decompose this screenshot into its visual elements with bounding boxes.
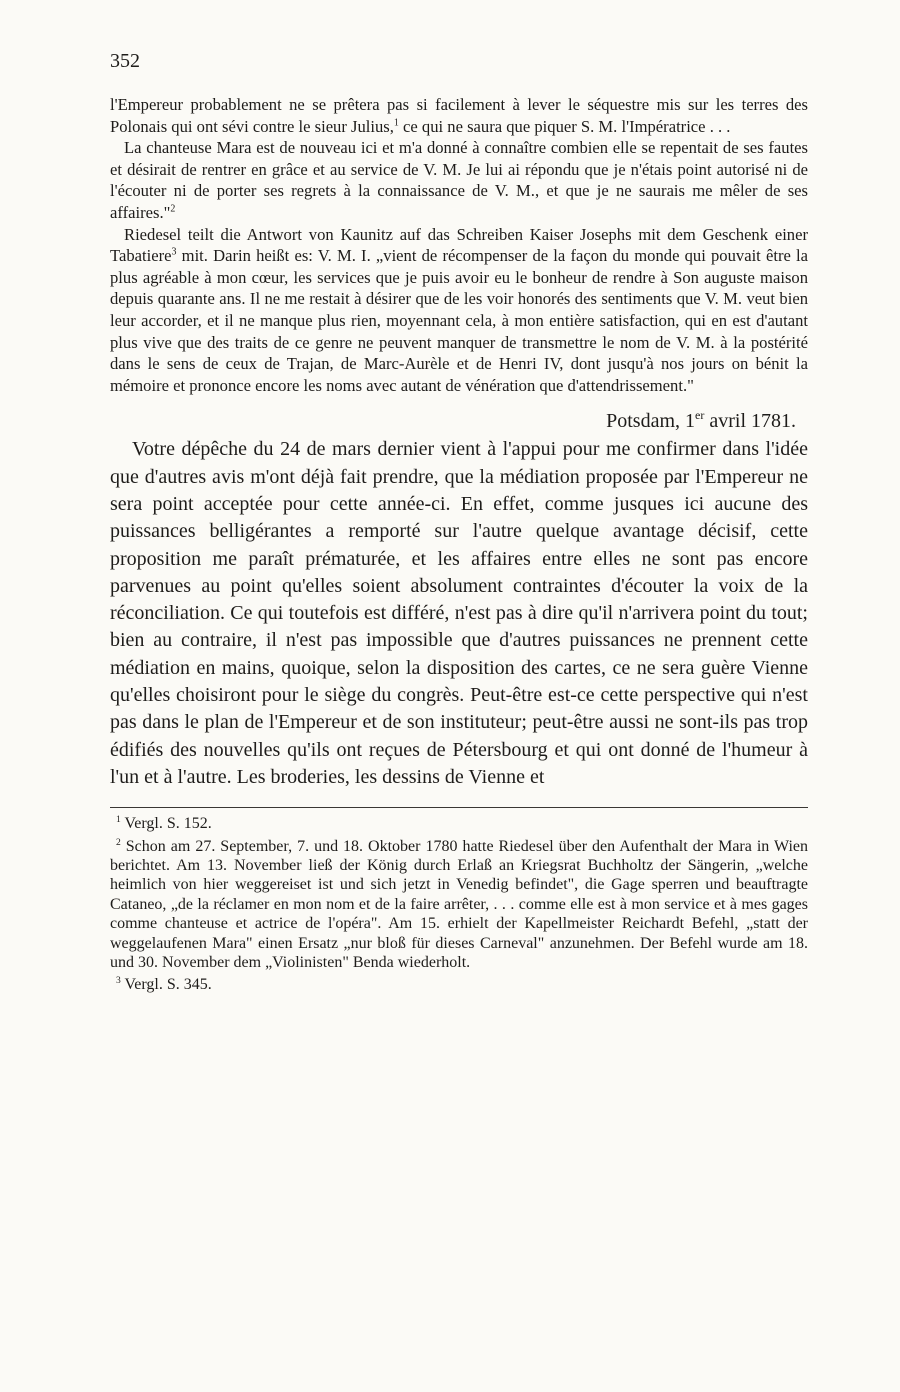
footnote-2 bbox=[110, 837, 808, 973]
dateline-text: Potsdam, 1 bbox=[606, 410, 696, 433]
footnote-ref-2: 2 bbox=[170, 203, 176, 215]
footnote-text: Vergl. S. 152. bbox=[120, 815, 212, 833]
footnotes bbox=[110, 814, 808, 995]
footnote-mark: 2 bbox=[116, 836, 121, 848]
intro-text: mit. Darin heißt es: V. M. I. „vient de récompenser de la façon du monde qui pouvait être la plus agréable à mon cœur, les services que je puis avoir eu le bonheur de rendre à Son auguste maison depuis quarante ans. Il ne me restait à désirer que de les voir honorés des sentiments que V. M. veut bien leur accorder, et il ne manque plus rien, moyennant cela, à mon entière satisfaction, qui en est d'autant plus vive que des traits de ce genre ne peuvent manquer de transmettre le nom de V. M. à la postérité dans le sens de ceux de Trajan, de Marc-Aurèle et de Henri IV, dont jusqu'à nos jours on bénit la mémoire et prononce encore les noms avec autant de vénération que d'attendrissement." bbox=[110, 246, 808, 395]
book-page bbox=[110, 48, 808, 998]
intro-paragraph-3 bbox=[110, 224, 808, 397]
footnote-mark: 3 bbox=[116, 975, 121, 987]
dateline-text: avril 1781. bbox=[704, 410, 796, 433]
footnote-divider bbox=[110, 807, 808, 808]
letter-body: Votre dépêche du 24 de mars dernier vient à l'appui pour me confirmer dans l'idée que d'autres avis m'ont déjà fait prendre, que la médiation proposée par l'Empereur ne sera point acceptée pour cette année-ci. En effet, comme jusques ici aucune des puissances belligérantes a remporté sur l'autre quelque avantage décisif, cette proposition me paraît prématurée, et les affaires entre elles ne sont pas encore parvenues au point qu'elles soient absolument contraintes d'écouter la voix de la réconciliation. Ce qui toutefois est différé, n'est pas à dire qu'il n'arrivera point du tout; bien au contraire, il n'est pas impossible que d'autres puissances ne prennent cette médiation en mains, quoique, selon la disposition des cartes, ce ne sera guère Vienne qu'elles choisiront pour le siège du congrès. Peut-être est-ce cette perspective qui n'est pas dans le plan de l'Empereur et de son instituteur; peut-être aussi ne sont-ils pas trop édifiés des nouvelles qu'ils ont reçues de Pétersbourg et qui ont donné de l'humeur à l'un et à l'autre. Les broderies, les dessins de Vienne et bbox=[110, 438, 808, 788]
footnote-1 bbox=[110, 814, 808, 833]
intro-text: l'Empereur probablement ne se prêtera pas si facilement à lever le séquestre mis sur les terres des Polonais qui ont sévi contre le sieur Julius, bbox=[110, 95, 808, 136]
intro-paragraph-1 bbox=[110, 94, 808, 137]
letter-dateline bbox=[110, 408, 808, 434]
intro-text: ce qui ne saura que piquer S. M. l'Impératrice . . . bbox=[398, 116, 731, 136]
intro-text: Riedesel teilt die Antwort von Kaunitz auf das Schreiben Kaiser Josephs mit dem Geschenk einer Tabatiere bbox=[110, 224, 808, 266]
footnote-text: Schon am 27. September, 7. und 18. Oktober 1780 hatte Riedesel über den Aufenthalt der Mara in Wien berichtet. Am 13. November ließ der König durch Erlaß an Kriegsrat Buchholtz der Sängerin, „welche heimlich von hier weggereiset ist und sich jetzt in Venedig befindet", die Gage sperren und beauftragte Cataneo, „de la réclamer en mon nom et de la faire arrêter, . . . comme elle est à mon service et à mes gages comme chanteuse et actrice de l'opéra". Am 15. erhielt der Kapellmeister Reichardt Befehl, „statt der weggelaufenen Mara" einen Ersatz „nur bloß für dieses Carneval" anzunehmen. Der Befehl wurde am 18. und 30. November dem „Violinisten" Benda wiederholt. bbox=[110, 837, 808, 972]
intro-text: La chanteuse Mara est de nouveau ici et m'a donné à connaître combien elle se repentait de ses fautes et désirait de rentrer en grâce et au service de V. M. Je lui ai répondu que je n'étais point autorisé ni de l'écouter ni de porter ses regrets à la connaissance de V. M., et que je ne saurais me mêler de ses affaires." bbox=[110, 138, 808, 222]
footnote-text: Vergl. S. 345. bbox=[120, 976, 212, 994]
page-number: 352 bbox=[110, 50, 140, 72]
intro-paragraph-2 bbox=[110, 137, 808, 223]
footnote-ref-3: 3 bbox=[171, 246, 177, 258]
dateline-superscript: er bbox=[695, 408, 705, 423]
footnote-mark: 1 bbox=[116, 813, 121, 825]
footnote-ref-1: 1 bbox=[393, 117, 399, 129]
footnote-3 bbox=[110, 975, 808, 994]
